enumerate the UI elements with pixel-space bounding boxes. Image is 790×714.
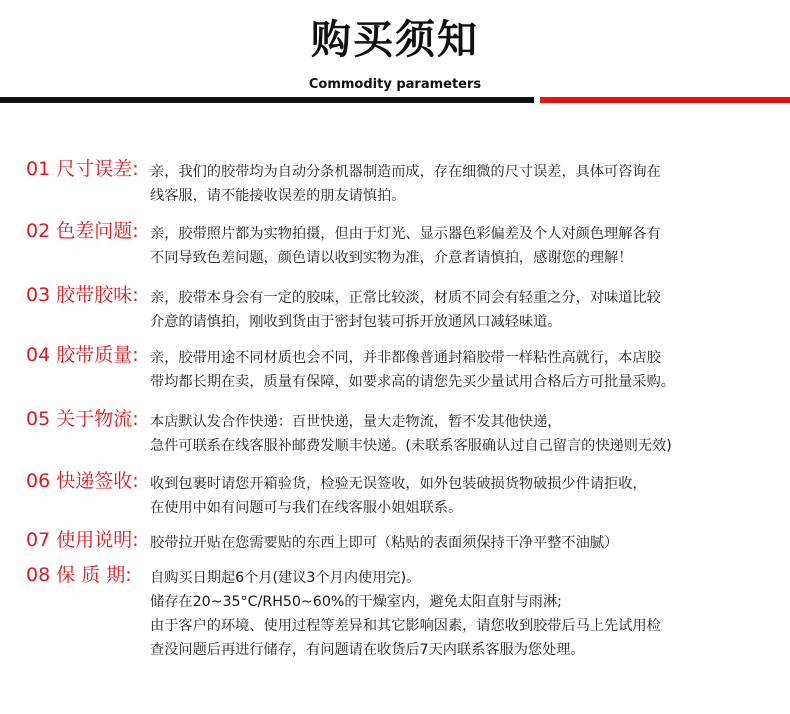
notice-label: 04 胶带质量: [26,344,139,366]
notice-label: 03 胶带胶味: [26,284,139,306]
notice-line: 储存在20~35°C/RH50~60%的干燥室内，避免太阳直射与雨淋; [150,594,562,610]
notice-text [150,286,661,334]
notice-line: 本店默认发合作快递：百世快递，量大走物流，暂不发其他快递， [150,414,562,430]
notice-line: 介意的请慎拍，刚收到货由于密封包装可拆开放通风口减轻味道。 [150,314,562,330]
notice-line: 线客服，请不能接收误差的朋友请慎拍。 [150,188,406,204]
notice-label: 08 保 质 期: [26,564,132,586]
page-subtitle: Commodity parameters [308,77,482,92]
notice-label: 07 使用说明: [26,529,139,551]
notice-line: 亲，胶带照片都为实物拍摄，但由于灯光、显示器色彩偏差及个人对颜色理解各有 [150,226,661,242]
notice-line: 由于客户的环境、使用过程等差异和其它影响因素，请您收到胶带后马上先试用检 [150,618,661,634]
notice-label: 06 快递签收: [26,470,139,492]
notice-text [150,410,672,458]
notice-label: 02 色差问题: [26,220,139,242]
notice-text [150,472,647,520]
notice-line: 亲，胶带用途不同材质也会不同，并非都像普通封箱胶带一样粘性高就行，本店胶 [150,350,661,366]
notice-text [150,566,661,662]
page-title: 购买须知 [311,17,479,63]
notice-line: 不同导致色差问题，颜色请以收到实物为准，介意者请慎拍，感谢您的理解！ [150,250,633,266]
notice-line: 查没问题后再进行储存，有问题请在收货后7天内联系客服为您处理。 [150,642,585,658]
header-divider-red [540,97,790,103]
notice-line: 在使用中如有问题可与我们在线客服小姐姐联系。 [150,500,463,516]
notice-line: 带均都长期在卖，质量有保障，如要求高的请您先买少量试用合格后方可批量采购。 [150,374,675,390]
notice-text [150,160,661,208]
notice-label: 05 关于物流: [26,408,139,430]
notice-text [150,531,618,555]
notice-label: 01 尺寸误差: [26,158,139,180]
notice-line: 亲，我们的胶带均为自动分条机器制造而成，存在细微的尺寸误差，具体可咨询在 [150,164,661,180]
notice-line: 收到包裹时请您开箱验货，检验无误签收，如外包装破损货物破损少件请拒收， [150,476,647,492]
notice-line: 自购买日期起6个月(建议3个月内使用完)。 [150,570,421,586]
notice-text [150,222,661,270]
notice-line: 亲，胶带本身会有一定的胶味，正常比较淡，材质不同会有轻重之分，对味道比较 [150,290,661,306]
notice-line: 急件可联系在线客服补邮费发顺丰快递。(未联系客服确认过自己留言的快递则无效) [150,438,672,454]
notice-text [150,346,675,394]
notice-line: 胶带拉开贴在您需要贴的东西上即可（粘贴的表面须保持干净平整不油腻） [150,535,619,551]
header-divider-black [0,97,534,103]
